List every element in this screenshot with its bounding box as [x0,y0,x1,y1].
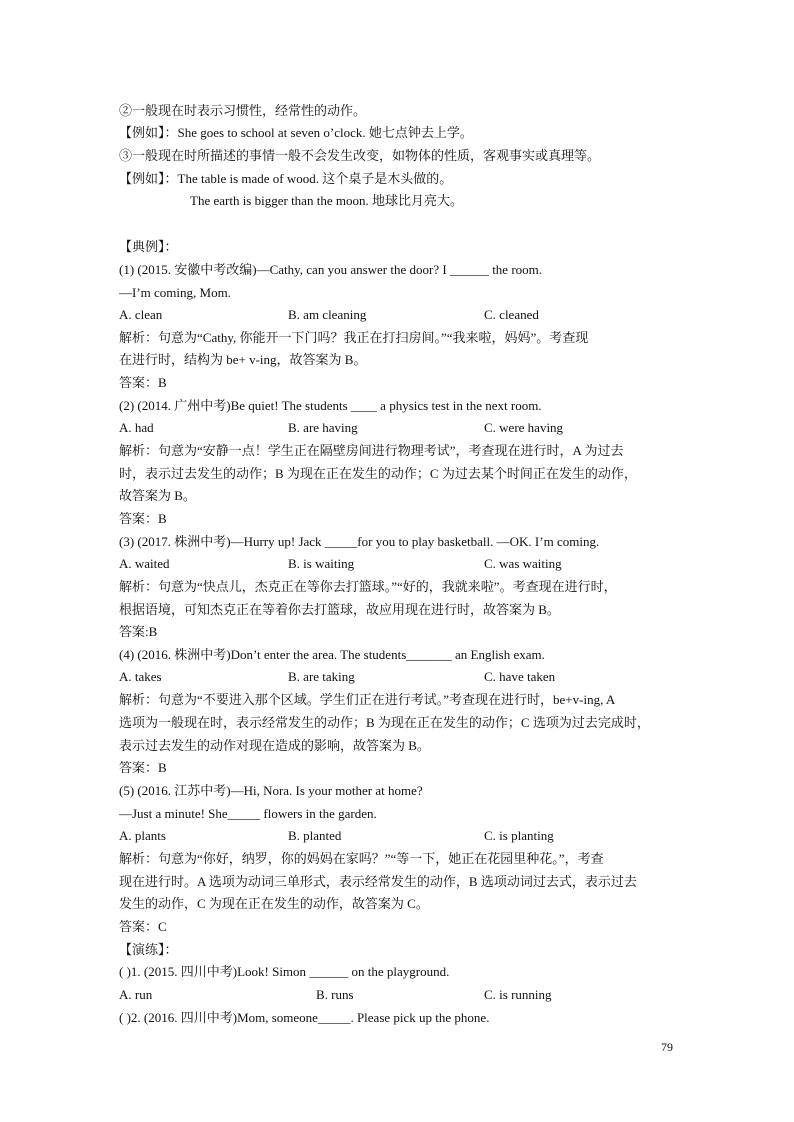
page-number: 79 [661,1040,673,1054]
p1-option-a: A. run [119,987,153,1002]
q2-explanation-2: 时，表示过去发生的动作；B 为现在正在发生的动作；C 为过去某个时间正在发生的动作， [119,466,637,481]
example-2-text: 【例如】：The table is made of wood. 这个桌子是木头做的。 [119,171,453,186]
q4-explanation-3: 表示过去发生的动作对现在造成的影响，故答案为 B。 [119,738,430,753]
rule-3-text: ③一般现在时所描述的事情一般不会发生改变，如物体的性质，客观事实或真理等。 [119,148,601,163]
q4-explanation-2: 选项为一般现在时，表示经常发生的动作；B 为现在正在发生的动作；C 选项为过去完成时， [119,715,650,730]
q2-option-c: C. were having [484,420,564,435]
p1-option-c: C. is running [484,987,552,1002]
example-3-text: The earth is bigger than the moon. 地球比月亮大。 [190,193,463,208]
rule-2-text: ②一般现在时表示习惯性，经常性的动作。 [119,103,367,118]
examples-heading: 【典例】： [119,239,178,254]
q5-option-c: C. is planting [484,828,554,843]
q5-explanation-3: 发生的动作，C 为现在正在发生的动作，故答案为 C。 [119,896,429,911]
q1-explanation-2: 在进行时，结构为 be+ v-ing，故答案为 B。 [119,352,367,367]
q2-answer: 答案：B [119,511,167,526]
q5-stem: (5) (2016. 江苏中考)—Hi, Nora. Is your mother at home? [119,783,423,798]
q4-option-c: C. have taken [484,669,556,684]
q1-answer: 答案：B [119,375,167,390]
q3-option-a: A. waited [119,556,170,571]
q1-option-a: A. clean [119,307,163,322]
q4-explanation-1: 解析：句意为“不要进入那个区域。学生们正在进行考试。”考查现在进行时，be+v-ing, A [119,692,616,707]
p1-option-b: B. runs [316,987,354,1002]
q1-option-b: B. am cleaning [288,307,367,322]
q5-option-b: B. planted [288,828,342,843]
q5-option-a: A. plants [119,828,166,843]
q2-explanation-1: 解析：句意为“安静一点！学生正在隔壁房间进行物理考试”，考查现在进行时，A 为过去 [119,443,624,458]
q3-option-c: C. was waiting [484,556,562,571]
q3-answer: 答案:B [119,624,158,639]
q3-explanation-2: 根据语境，可知杰克正在等着你去打篮球，故应用现在进行时，故答案为 B。 [119,602,560,617]
q3-option-b: B. is waiting [288,556,355,571]
q1-option-c: C. cleaned [484,307,539,322]
p2-stem: ( )2. (2016. 四川中考)Mom, someone_____. Please pick up the phone. [119,1010,490,1025]
p1-stem: ( )1. (2015. 四川中考)Look! Simon ______ on the playground. [119,964,450,979]
q1-explanation-1: 解析：句意为“Cathy, 你能开一下门吗？我正在打扫房间。”“我来啦，妈妈”。考查现 [119,330,589,345]
q1-stem-2: —I’m coming, Mom. [119,285,231,300]
q4-option-a: A. takes [119,669,162,684]
q2-explanation-3: 故答案为 B。 [119,488,196,503]
q2-option-b: B. are having [288,420,358,435]
q4-stem: (4) (2016. 株洲中考)Don’t enter the area. The students_______ an English exam. [119,647,545,662]
q5-stem-2: —Just a minute! She_____ flowers in the garden. [119,806,377,821]
q3-stem: (3) (2017. 株洲中考)—Hurry up! Jack _____for you to play basketball. —OK. I’m coming. [119,534,600,549]
q1-stem: (1) (2015. 安徽中考改编)—Cathy, can you answer the door? I ______ the room. [119,262,543,277]
q2-stem: (2) (2014. 广州中考)Be quiet! The students ____ a physics test in the next room. [119,398,542,413]
q5-answer: 答案：C [119,919,167,934]
practice-heading: 【演练】： [119,942,178,957]
q4-option-b: B. are taking [288,669,355,684]
q4-answer: 答案：B [119,760,167,775]
q5-explanation-1: 解析：句意为“你好，纳罗，你的妈妈在家吗？”“等一下，她正在花园里种花。”，考查 [119,851,604,866]
q2-option-a: A. had [119,420,154,435]
example-1-text: 【例如】：She goes to school at seven o’clock. 她七点钟去上学。 [119,125,473,140]
q5-explanation-2: 现在进行时。A 选项为动词三单形式，表示经常发生的动作，B 选项动词过去式，表示过去 [119,874,637,889]
q3-explanation-1: 解析：句意为“快点儿，杰克正在等你去打篮球。”“好的，我就来啦”。考查现在进行时， [119,579,617,594]
